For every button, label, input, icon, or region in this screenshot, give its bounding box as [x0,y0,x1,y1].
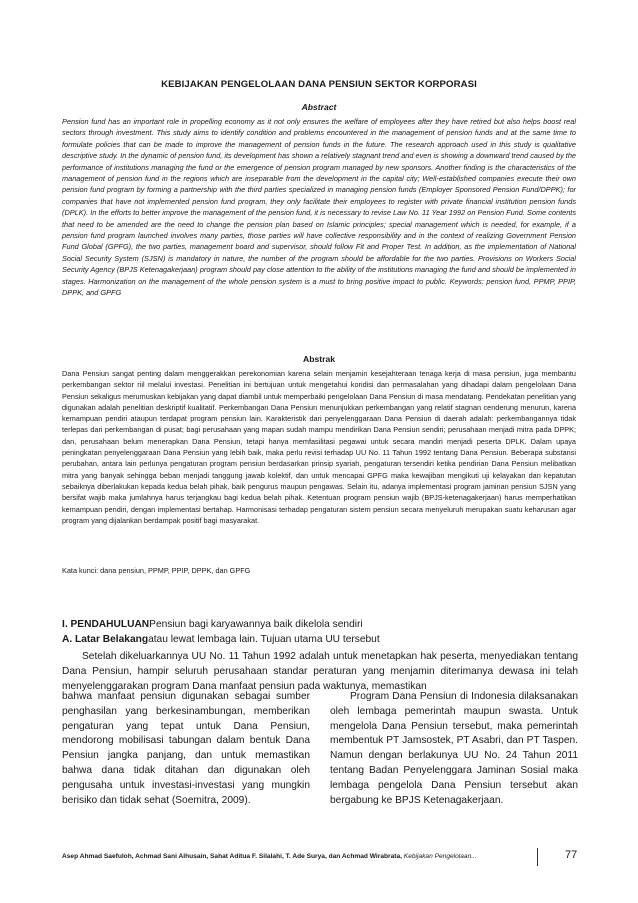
section-line-1 [62,619,582,630]
keywords-id: Kata kunci: dana pensiun, PPMP, PPIP, DPPK, dan GPFG [62,566,251,575]
left-column-text: bahwa manfaat pensiun digunakan sebagai sumber penghasilan yang berkesinambungan, memberikan pengaturan yang tepat untuk Dana Pensiun, mendorong mobilisasi tabungan dalam bentuk Dana Pensiun jangka panjang, dan untuk memastikan bahwa dana tidak ditahan dan digunakan oleh pengusaha untuk investasi-investasi yang mungkin berisiko dan tidak sehat (Soemitra, 2009). [62,691,310,806]
section-line-1-text: Pensiun bagi karyawannya baik dikelola sendiri [149,619,363,630]
page-number: 77 [565,849,578,861]
abstract-text-id: Dana Pensiun sangat penting dalam menggerakkan perekonomian karena selain menjamin kesejahteraan tenaga kerja di masa pensiun, juga membantu perkembangan sektor riil melalui investasi. Penelitian ini bertujuan untuk mengetahui kondisi dan permasalahan yang dihadapi dalam pengelolaan Dana Pensiun sekaligus merumuskan kebijakan yang dapat diambil untuk memperbaiki pengelolaan Dana Pensiun di masa mendatang. Pendekatan penelitian yang digunakan adalah penelitian deskriptif kualitatif. Perkembangan Dana Pensiun menunjukkan perkembangan yang relatif stagnan cenderung menurun, karena kemampuan pendiri ataupun terdapat program pensiun lain. Karakteristik dari penyelenggaraan Dana Pensiun di daerah adalah: perkembangannya tidak terlepas dari perkembangan di pusat; bagi perusahaan yang mapan sudah mampu mendirikan Dana Pensiun sendiri; perusahaan menjadi mitra pada DPPK; dan, perusahaan belum menerapkan Dana Pensiun, tetapi hanya memfasilitasi pegawai untuk secara mandiri menjadi peserta DPLK. Dalam upaya peningkatan penyelenggaraan Dana Pensiun yang lebih baik, maka perlu revisi terhadap UU No. 11 Tahun 1992 tentang Dana Pensiun. Beberapa substansi perubahan, antara lain perlunya pengaturan program pensiun berdasarkan prinsip syariah, pengaturan tersendiri ketika pendirian Dana Pensiun melibatkan mitra yang banyak sehingga beban menjadi tanggung jawab kolektif, dan untuk mencapai GPFG maka kewajiban mengikuti uji kelayakan dan kepatutan sebaiknya diberlakukan kepada kedua belah pihak, baik pengurus maupun pengawas. Selain itu, adanya implementasi program jaminan pensiun SJSN yang bersifat wajib maka jumlahnya harus terjangkau bagi kedua belah pihak. Ketentuan program pensiun wajib (BPJS-ketenagakerjaan) harus memperhatikan kemampuan pendiri, dengan implementasi bertahap. Harmonisasi terhadap pengaturan sistem pensiun secara menyeluruh merupakan suatu keharusan agar program yang dijalankan berdampak positif bagi masyarakat. [62,369,576,525]
intro-paragraph: Setelah dikeluarkannya UU No. 11 Tahun 1992 adalah untuk menetapkan hak peserta, menyediakan tentang Dana Pensiun, hampir seluruh perusahaan standar peraturan yang menjamin diterimanya dewasa ini telah menyelenggarakan program Dana manfaat pensiun pada waktunya, memastikan [62,651,578,692]
footer-running-title: Kebijakan Pengelolaan... [403,853,477,860]
section-heading-pendahuluan: I. PENDAHULUAN [62,619,150,630]
footer-authors: Asep Ahmad Saefuloh, Achmad Sani Alhusain, Sahat Aditua F. Silalahi, T. Ade Surya, dan Achmad Wirabrata, [62,853,402,860]
right-column-text: Program Dana Pensiun di Indonesia dilaksanakan oleh lembaga pemerintah maupun swasta. Untuk mengelola Dana Pensiun tersebut, maka pemerintah membentuk PT Jamsostek, PT Asabri, dan PT Taspen. Namun dengan berlakunya UU No. 24 Tahun 2011 tentang Badan Penyelenggara Jaminan Sosial maka lembaga pengelola Dana Pensiun tersebut akan bergabung ke BPJS Ketenagakerjaan. [330,691,578,806]
section-line-2-text: atau lewat lembaga lain. Tujuan utama UU tersebut [148,634,380,645]
abstract-text-en: Pension fund has an important role in propelling economy as it not only ensures the welfare of employees after they have retired but also helps boost real sectors through investment. This study aims to identify condition and problems encountered in the management of pension funds and at the same time to formulate policies that can be made to improve the management of pension funds in the future. The research approach used in this study is qualitative descriptive study. In the dynamic of pension fund, its development has shown a relatively stagnant trend and even is showing a downward trend caused by the performance of institutions managing the fund or the emergence of pension program managed by new sponsors. Another finding is the characteristics of the management of pension fund in the regions which are inseparable from the development in the capital city; Well-established companies execute their own pension fund program by forming a partnership with the third parties specialized in managing pension funds (Employer Sponsored Pension Fund/DPPK); for companies that have not implemented pension fund program, they only facilitate their employees to register with private financial institution pension funds (DPLK). In the efforts to better improve the management of the pension fund, it is necessary to revise Law No. 11 Year 1992 on Pension Fund. Some contents that need to be amended are the need to change the pension plan based on Islamic principles; special management which is needed, for example, if a pension fund program launched involves many parties, those parties will have collective responsibility and in the context of realizing Government Pension Fund Global (GPFG), the two parties, management board and supervisor, should follow Fit and Proper Test. In addition, as the implementation of National Social Security System (SJSN) is mandatory in nature, the number of the program should be affordable for the two parties. Provisions on Workers Social Security Agency (BPJS Ketenagakerjaan) program should pay close attention to the ability of the institutions managing the fund and should be implemented in stages. Harmonization on the management of the whole pension system is a must to bring positive impact to public. Keywords: pension fund, PPMP, PPIP, DPPK, and GPFG [62,117,576,298]
paper-title: KEBIJAKAN PENGELOLAAN DANA PENSIUN SEKTOR KORPORASI [161,79,477,90]
page-footer [62,853,477,860]
footer-divider [537,848,538,866]
abstract-heading-id: Abstrak [303,354,335,364]
abstract-heading-en: Abstract [301,102,337,112]
section-heading-latar-belakang: A. Latar Belakang [62,634,149,645]
section-line-2 [62,634,582,645]
